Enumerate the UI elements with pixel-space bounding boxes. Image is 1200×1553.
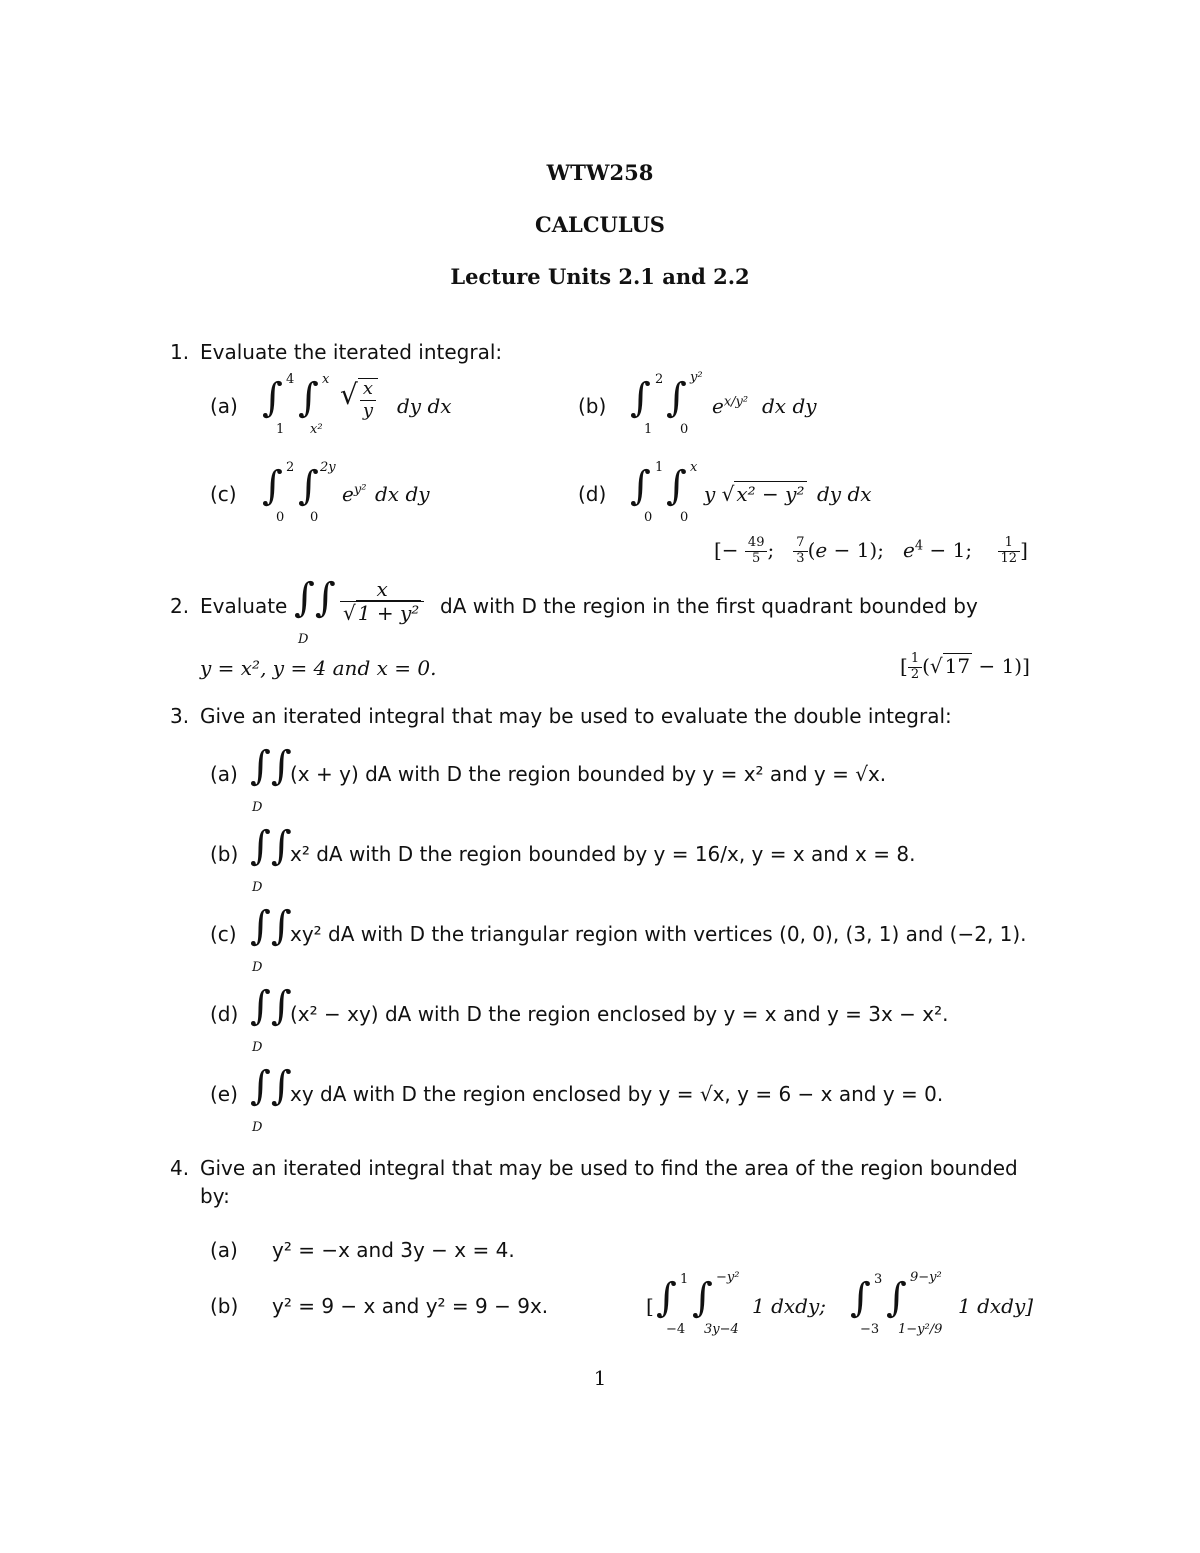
q4b-text: y² = 9 − x and y² = 9 − 9x. (272, 1294, 549, 1318)
q1-text: Evaluate the iterated integral: (200, 340, 503, 364)
q3c-label: (c) (210, 922, 237, 946)
q1a-label: (a) (210, 394, 238, 418)
q3c-text: xy² dA with D the triangular region with vertices (0, 0), (3, 1) and (−2, 1). (290, 922, 1027, 946)
q3a-integral-icon: ∫∫ (250, 743, 292, 789)
q2-number: 2. (170, 594, 190, 618)
q4-text: Give an iterated integral that may be used to find the area of the region bounded (200, 1156, 1018, 1180)
q2-answer: [ $\frac{1}{2}$ (√ 17 − 1)] (900, 651, 1030, 682)
q4-text-cont: by: (200, 1184, 230, 1208)
q1-answer: [− $\frac{49}{5}$ ; $\frac{7}{3}$ (e − 1); $e^4 - 1$; $\frac{1}{12}$ ] (714, 535, 1028, 566)
q1c-label: (c) (210, 482, 237, 506)
q3d-integral-icon: ∫∫ (250, 983, 292, 1029)
subject-title: CALCULUS (535, 212, 665, 237)
q3a-label: (a) (210, 762, 238, 786)
lecture-units: Lecture Units 2.1 and 2.2 (450, 264, 750, 289)
q3-text: Give an iterated integral that may be used to evaluate the double integral: (200, 704, 952, 728)
q2-text2: y = x², y = 4 and x = 0. (200, 656, 437, 680)
q3e-label: (e) (210, 1082, 238, 1106)
q3d-label: (d) (210, 1002, 239, 1026)
page-number: 1 (593, 1366, 607, 1390)
q4a-text: y² = −x and 3y − x = 4. (272, 1238, 515, 1262)
document-page: WTW258 CALCULUS Lecture Units 2.1 and 2.2 1. Evaluate the iterated integral: (a) ∫ 4 1 ∫ x x² √ $\frac{x}{y}$ dy dx (b) ∫ 2 1 ∫ y² 0 $e^{x/y^2}$ dx dy (c) ∫ 2 0 ∫ 2y 0 $e^{y^2}$ dx dy (d) ∫ 1 0 ∫ x 0 y √ x² − y² dy dx [− $\frac{49}{5}$ ; $\frac{7}{3}$ (e − 1); $e^4 - 1$; $\frac{1}{12}$ ] 2. Evaluate ∫∫ D $\frac{x}{\text{√ 1 + y²}}$ dA with D the region in the first quadrant bounded by y = x², y = 4 and x = 0. [ $\frac{1}{2}$ (√ 17 − 1)] 3. Give an iterated integral that may be used to evaluate the double integral: (a) ∫∫ D (x + y) dA with D the region bounded by y = x² and y = √x. (b) ∫∫ D x² dA with D the region bounded by y = 16/x, y = x and x = 8. (c) ∫∫ D xy² dA with D the triangular region with vertices (0, 0), (3, 1) and (−2, 1). (d) ∫∫ D (x² − xy) dA with D the region enclosed by y = x and y = 3x − x². (e) ∫∫ D xy dA with D the region enclosed by y = √x, y = 6 − x and y = 0. 4. Give an iterated integral that may be used to find the area of the region bounded by: (a) y² = −x and 3y − x = 4. (b) y² = 9 − x and y² = 9 − 9x. [ ∫ 1 −4 ∫ −y² 3y−4 1 dxdy; ∫ 3 −3 ∫ 9−y² 1−y²/9 1 dxdy] 1 (0, 0, 1200, 1553)
course-code: WTW258 (546, 160, 654, 185)
q4b-label: (b) (210, 1294, 239, 1318)
q3b-text: x² dA with D the region bounded by y = 16/x, y = x and x = 8. (290, 842, 916, 866)
q3e-text: xy dA with D the region enclosed by y = √x, y = 6 − x and y = 0. (290, 1082, 944, 1106)
q1b-label: (b) (578, 394, 607, 418)
q4a-label: (a) (210, 1238, 238, 1262)
q3b-label: (b) (210, 842, 239, 866)
q4-number: 4. (170, 1156, 190, 1180)
q3e-integral-icon: ∫∫ (250, 1063, 292, 1109)
q3a-text: (x + y) dA with D the region bounded by y = x² and y = √x. (290, 762, 887, 786)
q2-text: dA with D the region in the first quadrant bounded by (440, 594, 978, 618)
q3b-integral-icon: ∫∫ (250, 823, 292, 869)
q1d-label: (d) (578, 482, 607, 506)
q3-number: 3. (170, 704, 190, 728)
q1-number: 1. (170, 340, 190, 364)
q2-lead: Evaluate (200, 594, 288, 618)
q3c-integral-icon: ∫∫ (250, 903, 292, 949)
q3d-text: (x² − xy) dA with D the region enclosed by y = x and y = 3x − x². (290, 1002, 949, 1026)
